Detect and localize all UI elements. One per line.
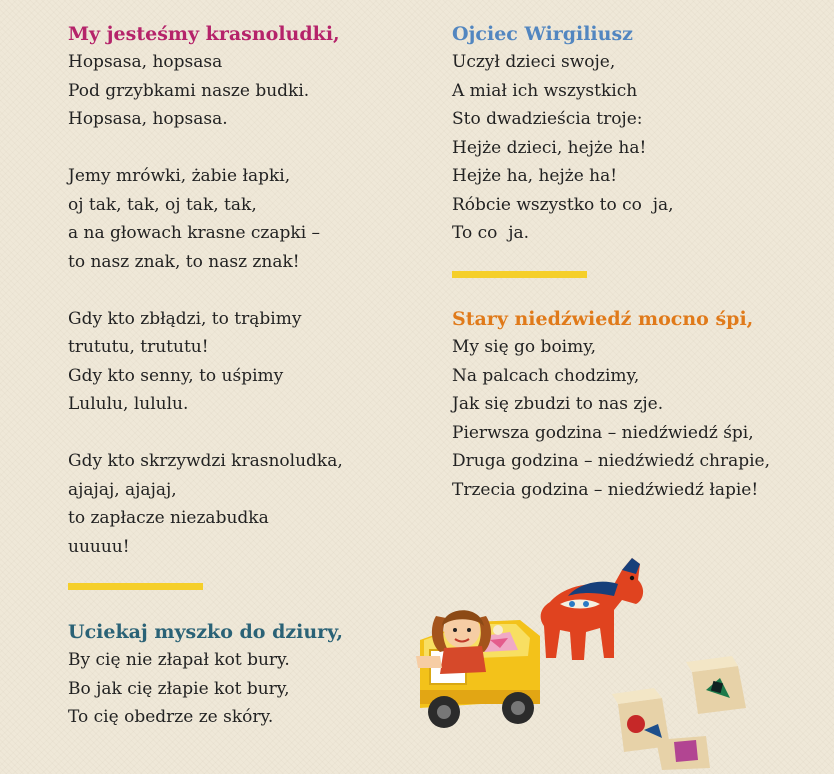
lyric-line: Druga godzina – niedźwiedź chrapie, xyxy=(452,451,771,471)
lyric-line: uuuuu! xyxy=(68,536,130,557)
lyric-line: A miał ich wszystkich xyxy=(452,80,638,101)
song-niedzwiedz xyxy=(452,305,770,504)
lyric-line: To cię obedrze ze skóry. xyxy=(68,707,274,727)
lyric-line: to zapłacze niezabudka xyxy=(68,508,269,528)
stanza-3 xyxy=(68,305,343,419)
lyric-line: Hejże ha, hejże ha! xyxy=(452,166,618,186)
lyric-line: Jemy mrówki, żabie łapki, xyxy=(68,166,291,186)
song-krasnoludki xyxy=(68,20,343,561)
lyric-line: a na głowach krasne czapki – xyxy=(68,223,321,243)
lyric-line: To co ja. xyxy=(452,223,530,243)
song-title-myszko: Uciekaj myszko do dziury, xyxy=(68,621,344,643)
lyric-line: Pierwsza godzina – niedźwiedź śpi, xyxy=(452,422,754,443)
lyric-line: Uczył dzieci swoje, xyxy=(452,52,616,72)
stanza-2 xyxy=(68,162,343,276)
lyric-line: Gdy kto zbłądzi, to trąbimy xyxy=(68,308,302,329)
lyric-line: Hopsasa, hopsasa xyxy=(68,52,223,72)
lyric-line: My się go boimy, xyxy=(452,337,596,357)
song-title-niedzwiedz: Stary niedźwiedź mocno śpi, xyxy=(452,308,754,330)
lyric-line: Lululu, lululu. xyxy=(68,394,189,414)
song-wirgiliusz xyxy=(452,20,674,248)
song-title-krasnoludki: My jesteśmy krasnoludki, xyxy=(68,23,340,45)
toy-horse-image xyxy=(541,558,643,660)
song-myszko xyxy=(68,618,343,732)
stanza-4 xyxy=(68,447,343,561)
lyric-line: Hejże dzieci, hejże ha! xyxy=(452,137,647,158)
lyric-line: Róbcie wszystko to co ja, xyxy=(452,194,674,215)
lyric-line: Pod grzybkami nasze budki. xyxy=(68,80,310,101)
divider-left xyxy=(68,583,203,590)
lyric-line: trututu, trututu! xyxy=(68,337,209,357)
lyric-line: ajajaj, ajajaj, xyxy=(68,479,177,500)
lyric-line: Gdy kto skrzywdzi krasnoludka, xyxy=(68,451,343,471)
stanza-1 xyxy=(68,48,343,134)
lyric-line: Hopsasa, hopsasa. xyxy=(68,109,228,129)
lyric-line: Jak się zbudzi to nas zje. xyxy=(452,394,664,414)
toy-blocks-image xyxy=(612,656,746,770)
lyric-line: Bo jak cię złapie kot bury, xyxy=(68,678,290,699)
lyric-line: oj tak, tak, oj tak, tak, xyxy=(68,194,257,215)
lyric-line: Gdy kto senny, to uśpimy xyxy=(68,365,284,386)
lyric-line: Sto dwadzieścia troje: xyxy=(452,109,643,129)
divider-right xyxy=(452,271,587,278)
lyric-line: Trzecia godzina – niedźwiedź łapie! xyxy=(452,479,759,500)
lyric-line: By cię nie złapał kot bury. xyxy=(68,650,290,670)
song-title-wirgiliusz: Ojciec Wirgiliusz xyxy=(452,23,633,45)
toys-illustration xyxy=(400,540,780,770)
lyric-line: to nasz znak, to nasz znak! xyxy=(68,251,300,272)
lyric-line: Na palcach chodzimy, xyxy=(452,365,640,386)
